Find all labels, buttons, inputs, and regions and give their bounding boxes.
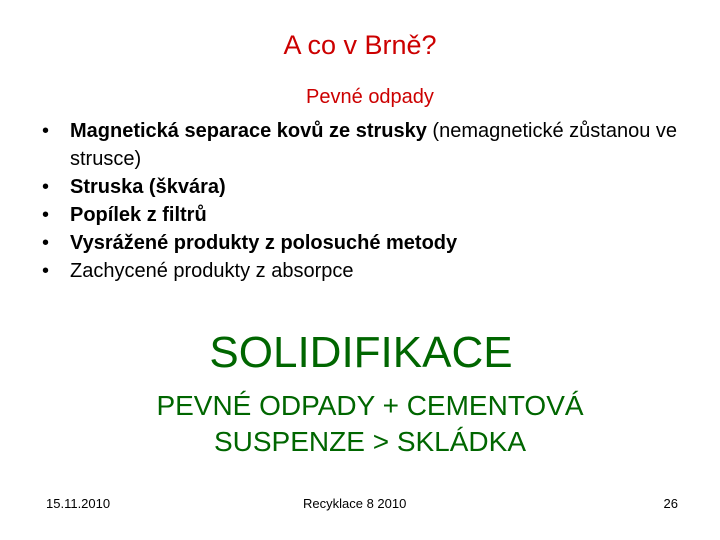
bullet-icon: • — [42, 120, 50, 142]
bullet-text-bold: Magnetická separace kovů ze strusky — [70, 120, 427, 142]
bullet-icon: • — [42, 204, 50, 226]
bullet-item — [40, 173, 680, 201]
solidification-heading: SOLIDIFIKACE — [209, 328, 513, 377]
page-number: 26 — [663, 496, 678, 511]
bullet-item — [40, 257, 680, 285]
bullet-item — [40, 229, 680, 257]
bullet-icon: • — [42, 232, 50, 254]
formula-line-1: PEVNÉ ODPADY + CEMENTOVÁ — [156, 390, 584, 421]
slide-title: A co v Brně? — [283, 30, 437, 60]
bullet-item — [40, 117, 680, 173]
bullet-text-bold: Struska (škvára) — [70, 176, 226, 198]
footer-date: 15.11.2010 — [46, 496, 111, 511]
bullet-icon: • — [42, 260, 50, 282]
slide-subheading: Pevné odpady — [306, 86, 434, 108]
bullet-text-normal: (nemagnetické zůstanou ve strusce) — [70, 120, 678, 170]
process-formula — [100, 388, 640, 460]
footer-title: Recyklace 8 2010 — [303, 496, 407, 511]
bullet-text-normal: Zachycené produkty z absorpce — [70, 260, 354, 282]
bullet-text-bold: Vysrážené produkty z polosuché metody — [70, 232, 458, 254]
formula-line-2: SUSPENZE > SKLÁDKA — [213, 426, 526, 457]
bullet-list — [40, 117, 680, 285]
bullet-icon: • — [42, 176, 50, 198]
bullet-item — [40, 201, 680, 229]
bullet-text-bold: Popílek z filtrů — [70, 204, 207, 226]
